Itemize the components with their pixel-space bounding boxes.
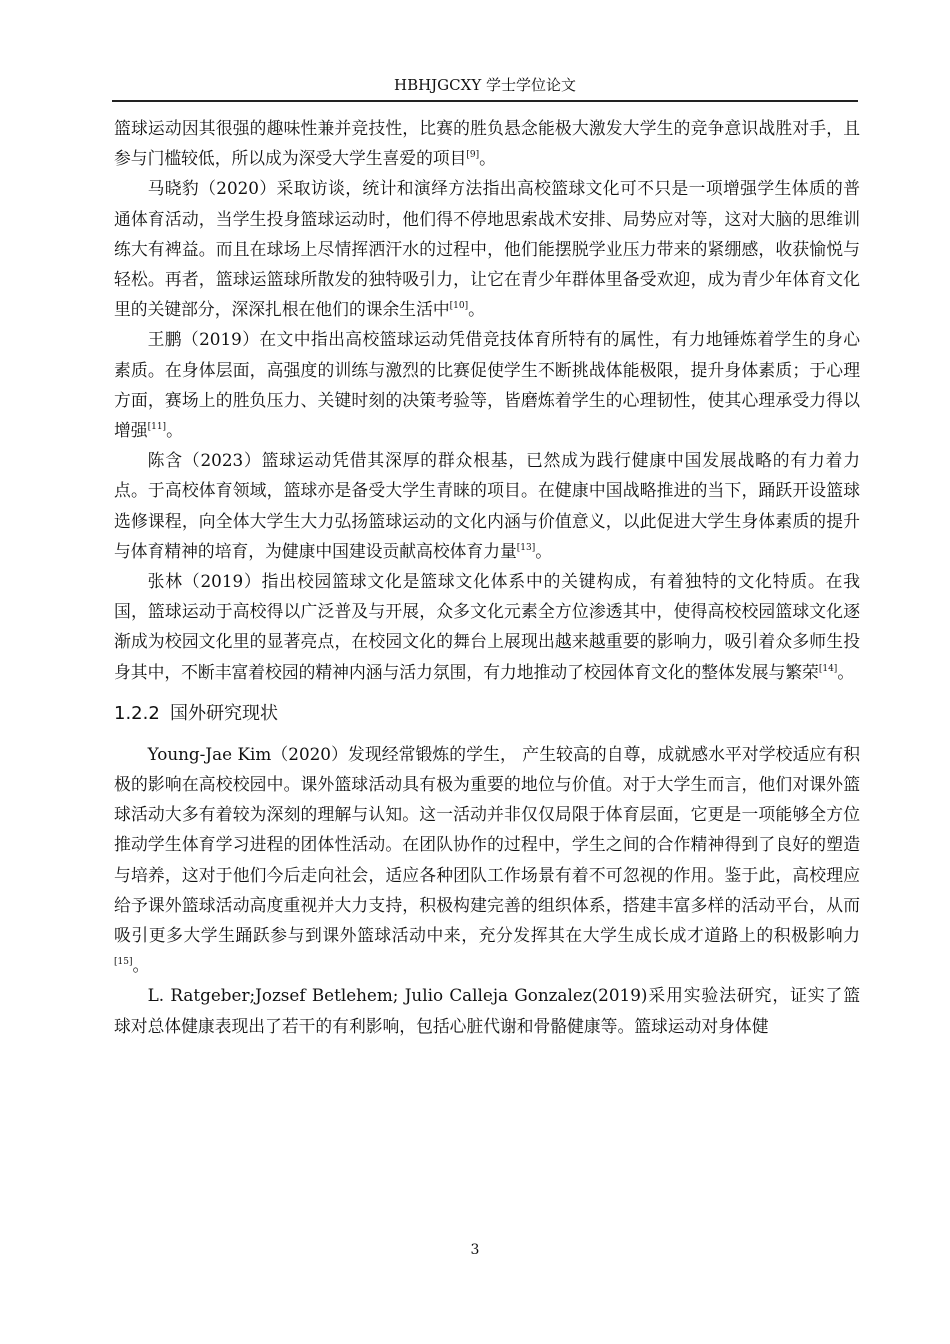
citation: [15] — [114, 957, 133, 968]
paragraph: 陈含（2023）篮球运动凭借其深厚的群众根基，已然成为践行健康中国发展战略的有力着力点。于高校体育领域，篮球亦是备受大学生青睐的项目。在健康中国战略推进的当下，踊跃开设篮球选修课程，向全体大学生大力弘扬篮球运动的文化内涵与价值意义，以此促进大学生身体素质的提升与体育精神的培育，为健康中国建设贡献高校体育力量[13]。 — [114, 450, 860, 561]
paragraph: L. Ratgeber;Jozsef Betlehem; Julio Calleja Gonzalez(2019)采用实验法研究，证实了篮球对总体健康表现出了若干的有利影响，包括心脏代谢和骨骼健康等。篮球运动对身体健 — [114, 985, 860, 1036]
citation: [13] — [516, 542, 536, 553]
citation: [14] — [818, 663, 838, 674]
section-heading — [114, 699, 860, 729]
section-number: 1.2.2 — [114, 702, 160, 724]
paragraph: 张林（2019）指出校园篮球文化是篮球文化体系中的关键构成，有着独特的文化特质。在我国，篮球运动于高校得以广泛普及与开展，众多文化元素全方位渗透其中，使得高校校园篮球文化逐渐成为校园文化里的显著亮点，在校园文化的舞台上展现出越来越重要的影响力，吸引着众多师生投身其中，不断丰富着校园的精神内涵与活力氛围，有力地推动了校园体育文化的整体发展与繁荣[14]。 — [114, 571, 860, 682]
citation: [11] — [147, 422, 167, 433]
paragraph: Young-Jae Kim（2020）发现经常锻炼的学生， 产生较高的自尊，成就感水平对学校适应有积极的影响在高校校园中。课外篮球活动具有极为重要的地位与价值。对于大学生而言，他们对课外篮球活动大多有着较为深刻的理解与认知。这一活动并非仅仅局限于体育层面，它更是一项能够全方位推动学生体育学习进程的团体性活动。在团队协作的过程中，学生之间的合作精神得到了良好的塑造与培养，这对于他们今后走向社会，适应各种团队工作场景有着不可忽视的作用。鉴于此，高校理应给予课外篮球活动高度重视并大力支持，积极构建完善的组织体系，搭建丰富多样的活动平台，从而吸引更多大学生踊跃参与到课外篮球活动中来，充分发挥其在大学生成长成才道路上的积极影响力[15]。 — [114, 743, 860, 976]
section-title: 国外研究现状 — [170, 702, 278, 724]
citation: [9] — [466, 150, 480, 161]
body-text — [114, 113, 860, 1041]
header-rule — [112, 100, 858, 102]
running-header: HBHJGCXY 学士学位论文 — [393, 76, 576, 94]
page-number: 3 — [470, 1242, 480, 1258]
citation: [10] — [449, 301, 469, 312]
paragraph: 马晓豹（2020）采取访谈，统计和演绎方法指出高校篮球文化可不只是一项增强学生体质的普通体育活动，当学生投身篮球运动时，他们得不停地思索战术安排、局势应对等，这对大脑的思维训练大有裨益。而且在球场上尽情挥洒汗水的过程中，他们能摆脱学业压力带来的紧绷感，收获愉悦与轻松。再者，篮球运篮球所散发的独特吸引力，让它在青少年群体里备受欢迎，成为青少年体育文化里的关键部分，深深扎根在他们的课余生活中[10]。 — [114, 178, 860, 320]
paragraph: 王鹏（2019）在文中指出高校篮球运动凭借竞技体育所特有的属性，有力地锤炼着学生的身心素质。在身体层面，高强度的训练与激烈的比赛促使学生不断挑战体能极限，提升身体素质；于心理方面，赛场上的胜负压力、关键时刻的决策考验等，皆磨炼着学生的心理韧性，使其心理承受力得以增强[11]。 — [114, 329, 860, 441]
paragraph: 篮球运动因其很强的趣味性兼并竞技性，比赛的胜负悬念能极大激发大学生的竞争意识战胜对手，且参与门槛较低，所以成为深受大学生喜爱的项目[9]。 — [114, 118, 860, 169]
